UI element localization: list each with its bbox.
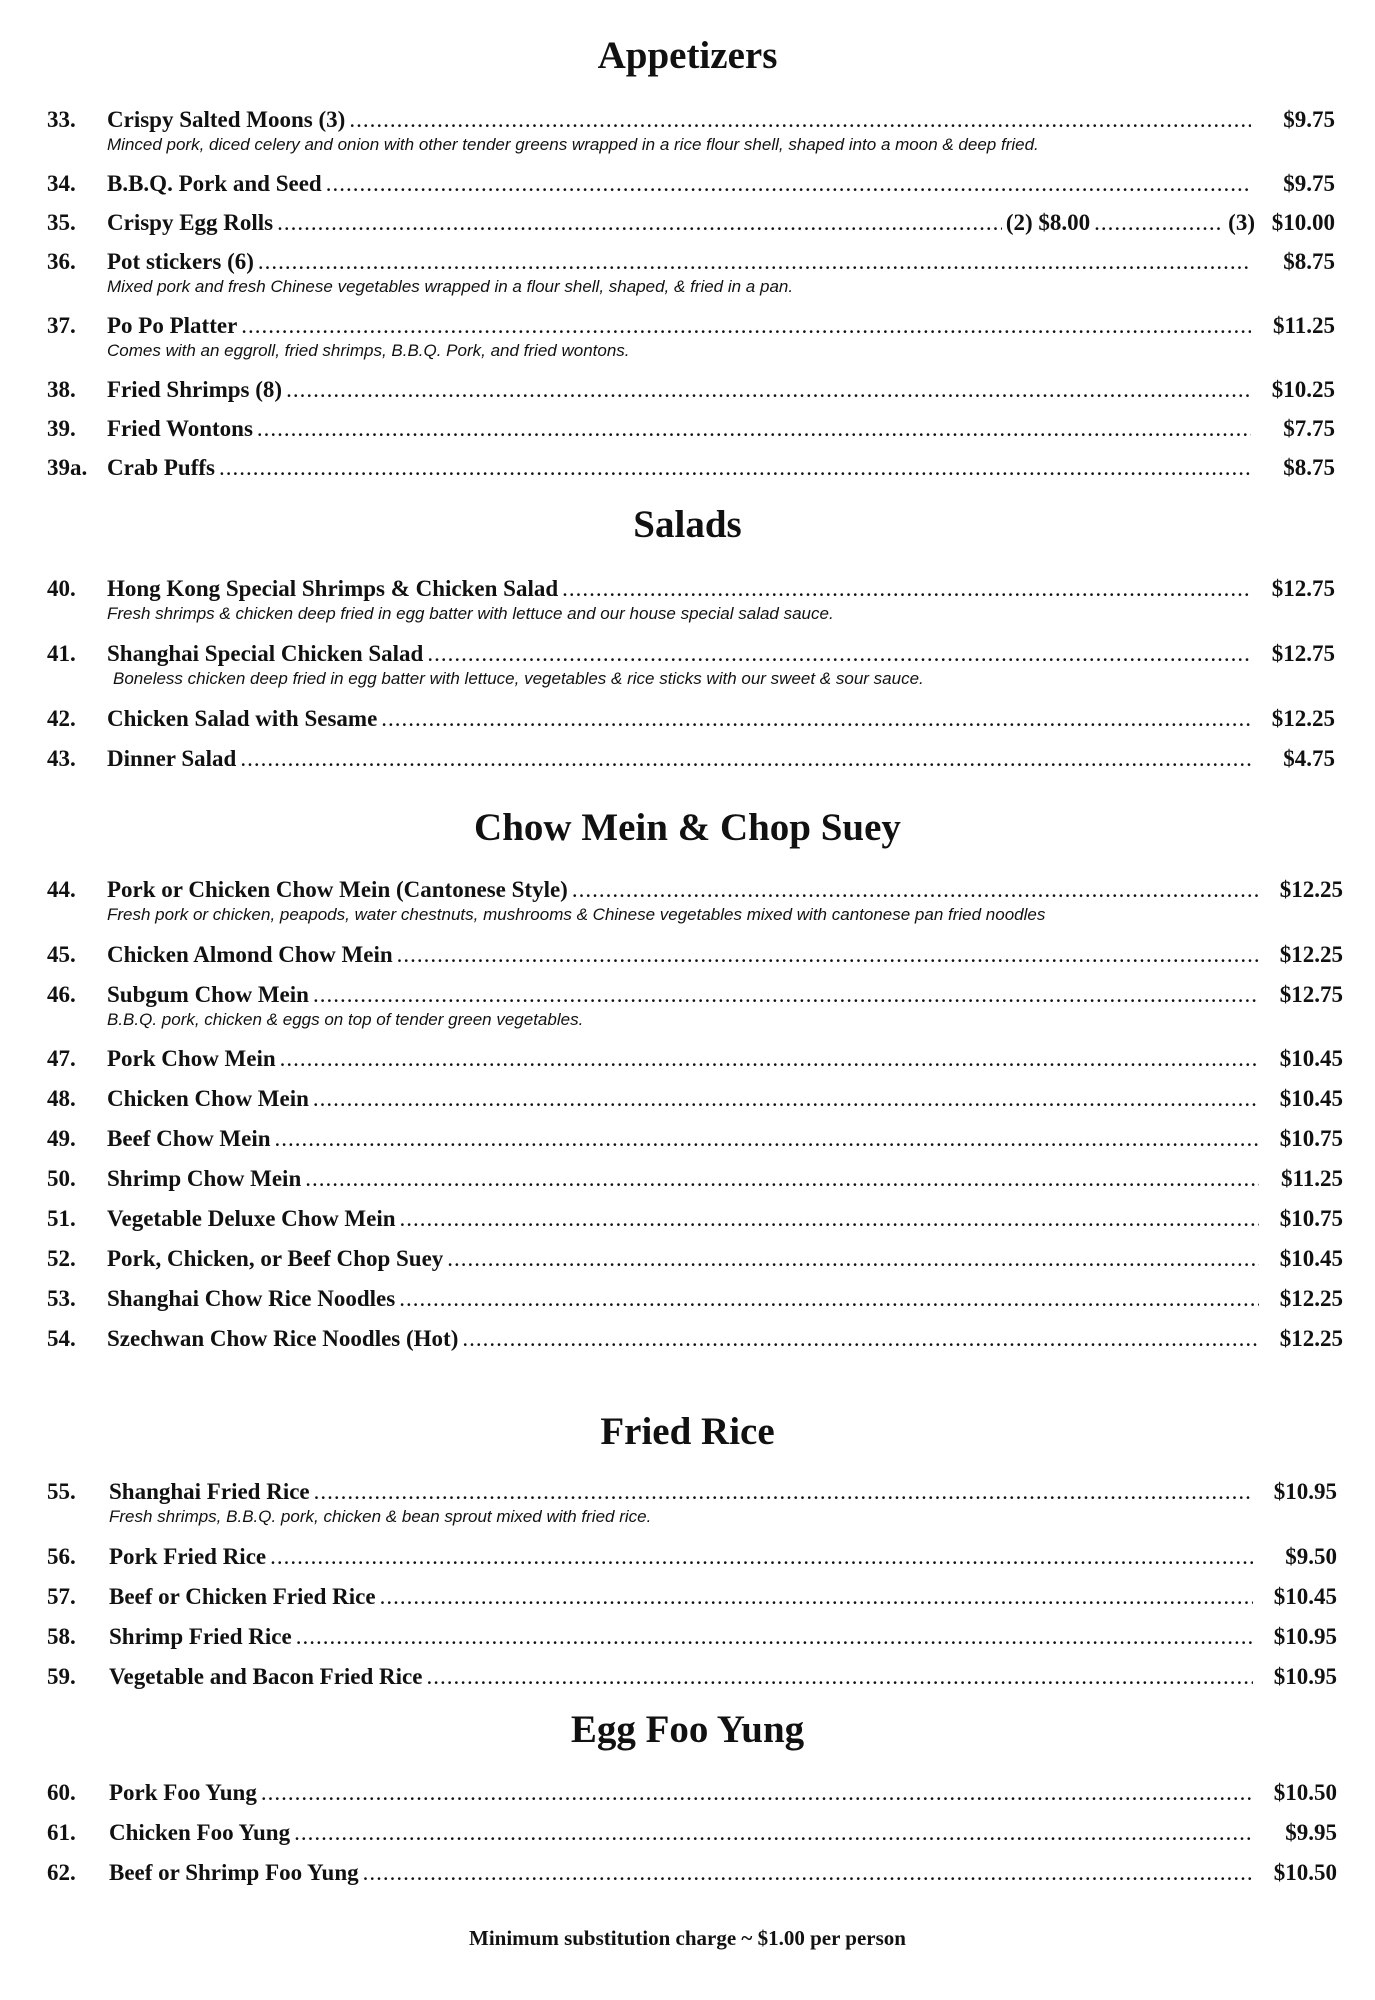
item-number: 54. — [47, 1326, 76, 1351]
item-name: Beef or Shrimp Foo Yung — [109, 1860, 359, 1885]
item-number: 47. — [47, 1046, 76, 1071]
item-name: Chicken Salad with Sesame — [107, 706, 378, 731]
item-price: $10.75 — [1279, 1126, 1343, 1151]
menu-item — [47, 1245, 1343, 1285]
item-name: Fried Shrimps (8) — [107, 377, 283, 402]
item-price: $10.25 — [1271, 377, 1335, 402]
item-number: 57. — [47, 1584, 76, 1609]
item-name: Fried Wontons — [107, 416, 253, 441]
leader-dots — [294, 1819, 1253, 1847]
substitution-note: Minimum substitution charge ~ $1.00 per person — [469, 1926, 906, 1950]
item-number: 44. — [47, 877, 76, 902]
leader-dots — [562, 575, 1251, 603]
item-name: Crispy Egg Rolls — [107, 210, 274, 235]
item-number: 49. — [47, 1126, 76, 1151]
item-description: B.B.Q. pork, chicken & eggs on top of tender green vegetables. — [107, 1009, 584, 1029]
menu-item — [47, 1285, 1343, 1325]
menu-item — [47, 1583, 1337, 1623]
item-number: 39a. — [47, 455, 88, 480]
leader-dots — [296, 1623, 1253, 1651]
menu-item — [47, 1165, 1343, 1205]
leader-dots — [427, 640, 1251, 668]
leader-dots — [270, 1543, 1253, 1571]
item-number: 62. — [47, 1860, 76, 1885]
section-title: Chow Mein & Chop Suey — [474, 806, 901, 849]
menu-item — [47, 1478, 1337, 1543]
item-number: 45. — [47, 942, 76, 967]
item-price: $8.75 — [1283, 249, 1335, 274]
item-description: Comes with an eggroll, fried shrimps, B.B.Q. Pork, and fried wontons. — [107, 340, 630, 360]
item-description: Boneless chicken deep fried in egg batter with lettuce, vegetables & rice sticks with our sweet & sour sauce. — [113, 668, 924, 688]
leader-dots — [258, 248, 1251, 276]
menu-item — [47, 209, 1335, 248]
item-price: $10.00 — [1271, 210, 1335, 235]
item-number: 61. — [47, 1820, 76, 1845]
item-price: $10.75 — [1279, 1206, 1343, 1231]
leader-dots — [462, 1325, 1259, 1353]
item-price: $12.75 — [1279, 982, 1343, 1007]
item-price: $12.25 — [1279, 1286, 1343, 1311]
item-name: Beef Chow Mein — [107, 1126, 271, 1151]
leader-dots — [277, 209, 1002, 237]
menu-item — [47, 941, 1343, 981]
item-price: $10.45 — [1279, 1046, 1343, 1071]
leader-dots — [241, 312, 1251, 340]
section-egg-foo-yung — [47, 1779, 1337, 1899]
leader-dots — [426, 1663, 1253, 1691]
leader-dots — [1094, 209, 1224, 237]
item-description: Fresh pork or chicken, peapods, water chestnuts, mushrooms & Chinese vegetables mixed with cantonese pan fried noodles — [107, 904, 1046, 924]
item-name: Shanghai Special Chicken Salad — [107, 641, 424, 666]
item-price: $12.75 — [1271, 576, 1335, 601]
item-name: Shanghai Fried Rice — [109, 1479, 310, 1504]
menu-item — [47, 1325, 1343, 1365]
menu-item — [47, 575, 1335, 640]
leader-dots — [286, 376, 1251, 404]
section-title-fried-rice — [0, 1412, 1375, 1451]
section-title-egg-foo-yung — [0, 1710, 1375, 1749]
item-price: $9.95 — [1285, 1820, 1337, 1845]
menu-item — [47, 640, 1335, 705]
item-description: Mixed pork and fresh Chinese vegetables wrapped in a flour shell, shaped, & fried in a pan. — [107, 276, 794, 296]
menu-item — [47, 1085, 1343, 1125]
leader-dots — [261, 1779, 1253, 1807]
item-number: 51. — [47, 1206, 76, 1231]
menu-item — [47, 745, 1335, 785]
item-name: B.B.Q. Pork and Seed — [107, 171, 322, 196]
leader-dots — [275, 1125, 1259, 1153]
item-price: $11.25 — [1281, 1166, 1343, 1191]
menu-item — [47, 1125, 1343, 1165]
item-name: Chicken Almond Chow Mein — [107, 942, 393, 967]
item-name: Pork Fried Rice — [109, 1544, 267, 1569]
item-number: 46. — [47, 982, 76, 1007]
menu-item — [47, 705, 1335, 745]
menu-item — [47, 1819, 1337, 1859]
item-number: 48. — [47, 1086, 76, 1111]
menu-item — [47, 1205, 1343, 1245]
menu-item — [47, 106, 1335, 170]
item-number: 41. — [47, 641, 76, 666]
item-name: Dinner Salad — [107, 746, 237, 771]
item-price: $12.25 — [1279, 942, 1343, 967]
menu-item — [47, 312, 1335, 376]
leader-dots — [314, 1478, 1253, 1506]
item-price: $10.50 — [1273, 1780, 1337, 1805]
leader-dots — [381, 705, 1251, 733]
item-price: $10.45 — [1273, 1584, 1337, 1609]
leader-dots — [305, 1165, 1259, 1193]
item-name: Pork, Chicken, or Beef Chop Suey — [107, 1246, 444, 1271]
item-number: 35. — [47, 210, 76, 235]
item-price: $10.50 — [1273, 1860, 1337, 1885]
item-price: $11.25 — [1273, 313, 1335, 338]
item-number: 60. — [47, 1780, 76, 1805]
leader-dots — [257, 415, 1251, 443]
item-name: Crab Puffs — [107, 455, 215, 480]
leader-dots — [447, 1245, 1259, 1273]
leader-dots — [363, 1859, 1253, 1887]
menu-item — [47, 1623, 1337, 1663]
section-fried-rice — [47, 1478, 1337, 1703]
menu-item — [47, 1859, 1337, 1899]
item-description: Fresh shrimps, B.B.Q. pork, chicken & bean sprout mixed with fried rice. — [109, 1506, 652, 1526]
leader-dots — [326, 170, 1251, 198]
item-number: 58. — [47, 1624, 76, 1649]
menu-item — [47, 1045, 1343, 1085]
item-number: 39. — [47, 416, 76, 441]
item-price: $12.25 — [1279, 1326, 1343, 1351]
item-price: $8.75 — [1283, 455, 1335, 480]
item-price: $10.45 — [1279, 1086, 1343, 1111]
section-salads — [47, 575, 1335, 785]
leader-dots — [349, 106, 1251, 134]
item-price: $10.95 — [1273, 1624, 1337, 1649]
item-number: 42. — [47, 706, 76, 731]
item-number: 43. — [47, 746, 76, 771]
item-number: 59. — [47, 1664, 76, 1689]
section-title-chow-mein — [0, 808, 1375, 847]
menu-item — [47, 454, 1335, 493]
menu-item — [47, 1779, 1337, 1819]
leader-dots — [313, 981, 1259, 1009]
section-chow-mein — [47, 876, 1343, 1365]
item-number: 34. — [47, 171, 76, 196]
item-price: $12.25 — [1271, 706, 1335, 731]
item-price: $7.75 — [1283, 416, 1335, 441]
item-price-small: (2) $8.00 — [1005, 210, 1091, 235]
item-price: $9.75 — [1283, 171, 1335, 196]
section-title: Appetizers — [597, 34, 778, 77]
item-number: 38. — [47, 377, 76, 402]
item-name: Chicken Chow Mein — [107, 1086, 309, 1111]
item-price: $12.25 — [1279, 877, 1343, 902]
section-title-appetizers — [0, 36, 1375, 75]
item-name: Subgum Chow Mein — [107, 982, 309, 1007]
item-name: Shrimp Fried Rice — [109, 1624, 292, 1649]
item-number: 50. — [47, 1166, 76, 1191]
menu-item — [47, 170, 1335, 209]
section-title: Salads — [633, 503, 742, 546]
item-price: $9.75 — [1283, 107, 1335, 132]
menu-item — [47, 876, 1343, 941]
leader-dots — [572, 876, 1259, 904]
menu-item — [47, 376, 1335, 415]
item-number: 33. — [47, 107, 76, 132]
item-name: Beef or Chicken Fried Rice — [109, 1584, 376, 1609]
section-title: Fried Rice — [600, 1410, 775, 1453]
leader-dots — [219, 454, 1251, 482]
item-number: 36. — [47, 249, 76, 274]
section-title-salads — [0, 505, 1375, 544]
menu-item — [47, 1543, 1337, 1583]
menu-item — [47, 981, 1343, 1045]
item-name: Vegetable Deluxe Chow Mein — [107, 1206, 396, 1231]
item-description: Minced pork, diced celery and onion with other tender greens wrapped in a rice flour shell, shaped into a moon & deep fried. — [107, 134, 1039, 154]
menu-item — [47, 415, 1335, 454]
item-name: Shanghai Chow Rice Noodles — [107, 1286, 396, 1311]
section-title: Egg Foo Yung — [570, 1708, 805, 1751]
section-appetizers — [47, 106, 1335, 493]
item-name: Crispy Salted Moons (3) — [107, 107, 346, 132]
item-name: Po Po Platter — [107, 313, 238, 338]
item-name: Szechwan Chow Rice Noodles (Hot) — [107, 1326, 459, 1351]
item-number: 52. — [47, 1246, 76, 1271]
item-name: Shrimp Chow Mein — [107, 1166, 302, 1191]
item-qty-large: (3) — [1228, 210, 1255, 235]
leader-dots — [380, 1583, 1253, 1611]
item-name: Hong Kong Special Shrimps & Chicken Salad — [107, 576, 559, 601]
leader-dots — [280, 1045, 1259, 1073]
item-number: 37. — [47, 313, 76, 338]
item-price: $9.50 — [1285, 1544, 1337, 1569]
item-number: 56. — [47, 1544, 76, 1569]
leader-dots — [399, 1285, 1259, 1313]
item-description: Fresh shrimps & chicken deep fried in egg batter with lettuce and our house special salad sauce. — [107, 603, 834, 623]
item-price: $10.95 — [1273, 1664, 1337, 1689]
item-name: Vegetable and Bacon Fried Rice — [109, 1664, 423, 1689]
item-name: Pork Foo Yung — [109, 1780, 257, 1805]
item-price: $4.75 — [1283, 746, 1335, 771]
item-number: 55. — [47, 1479, 76, 1504]
item-price: $10.45 — [1279, 1246, 1343, 1271]
item-name: Pot stickers (6) — [107, 249, 254, 274]
item-number: 40. — [47, 576, 76, 601]
menu-item — [47, 248, 1335, 312]
menu-item — [47, 1663, 1337, 1703]
leader-dots — [397, 941, 1259, 969]
item-price: $10.95 — [1273, 1479, 1337, 1504]
item-name: Pork or Chicken Chow Mein (Cantonese Style) — [107, 877, 568, 902]
item-number: 53. — [47, 1286, 76, 1311]
item-name: Pork Chow Mein — [107, 1046, 276, 1071]
leader-dots — [400, 1205, 1259, 1233]
leader-dots — [240, 745, 1251, 773]
item-name: Chicken Foo Yung — [109, 1820, 291, 1845]
item-price: $12.75 — [1271, 641, 1335, 666]
leader-dots — [313, 1085, 1259, 1113]
